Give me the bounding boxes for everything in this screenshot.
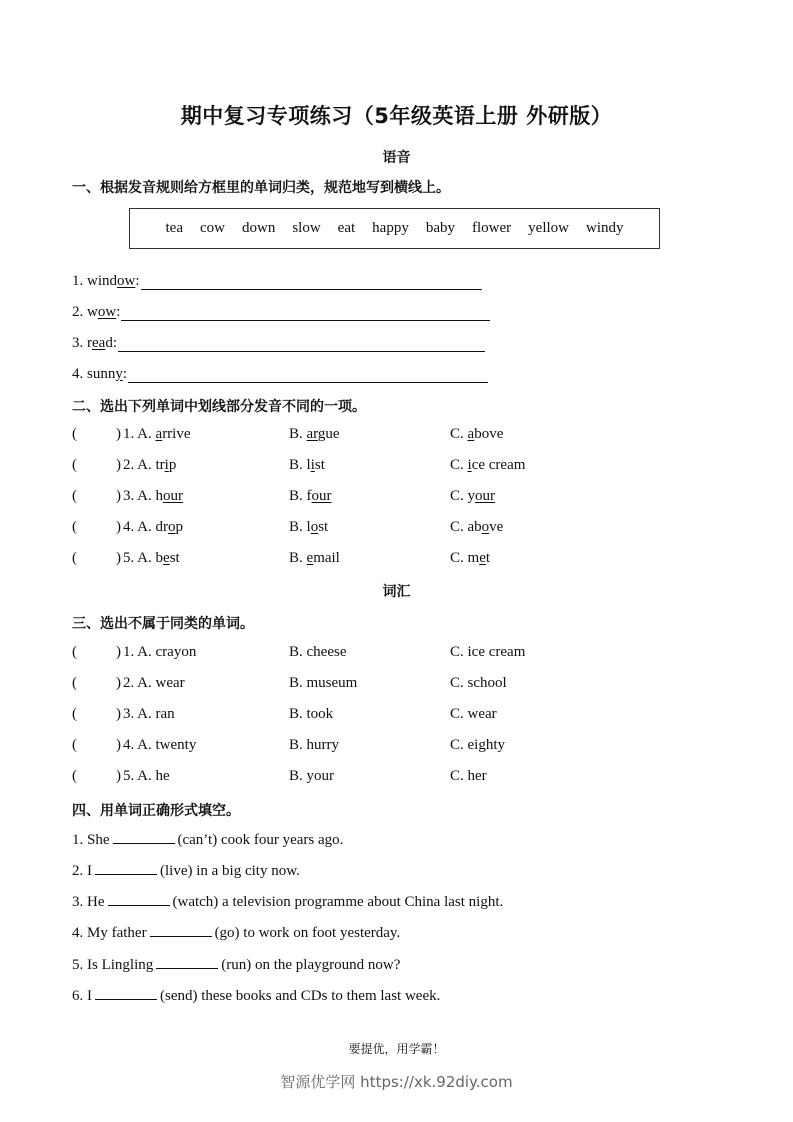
option-b: B. museum (289, 675, 358, 691)
answer-paren[interactable]: ( (72, 426, 77, 442)
word: flower (472, 220, 512, 236)
option-c: C. ice cream (450, 644, 526, 660)
q2-row (72, 550, 732, 570)
option-c: C. wear (450, 706, 497, 722)
q2-row (72, 519, 732, 539)
answer-paren-close: ) (116, 768, 121, 784)
option-c: C. school (450, 675, 507, 691)
q3-row (72, 675, 732, 695)
item-prefix: 2. w (72, 304, 98, 320)
q3-heading: 三、选出不属于同类的单词。 (72, 616, 254, 632)
item-suffix: : (116, 304, 121, 320)
answer-line[interactable] (141, 275, 482, 290)
q4-item (72, 956, 400, 974)
option-c: C. above (450, 426, 504, 442)
answer-paren-close: ) (116, 519, 121, 535)
word: slow (292, 220, 321, 236)
option-c: C. her (450, 768, 487, 784)
sentence-start: 5. Is Lingling (72, 957, 154, 973)
word: baby (425, 220, 455, 236)
q4-item (72, 987, 440, 1005)
answer-paren[interactable]: ( (72, 457, 77, 473)
option-b: B. lost (289, 519, 329, 535)
q1-item (72, 363, 488, 383)
sentence-start: 3. He (72, 894, 105, 910)
q1-item (72, 270, 482, 290)
option-a: 4. A. twenty (123, 737, 197, 753)
answer-paren-close: ) (116, 675, 121, 691)
answer-paren[interactable]: ( (72, 706, 77, 722)
item-underlined: y (115, 366, 123, 382)
q1-heading: 一、根据发音规则给方框里的单词归类，规范地写到横线上。 (72, 180, 450, 196)
option-a: 1. A. arrive (123, 426, 191, 442)
q1-item (72, 332, 485, 352)
sentence-start: 4. My father (72, 925, 147, 941)
q2-row (72, 426, 732, 446)
option-b: B. took (289, 706, 334, 722)
word: happy (372, 220, 409, 236)
q3-row (72, 737, 732, 757)
item-prefix: 4. sunn (72, 366, 116, 382)
q4-heading: 四、用单词正确形式填空。 (72, 803, 240, 819)
sentence-end: (run) on the playground now? (221, 957, 401, 973)
section-pronunciation: 语音 (382, 150, 411, 166)
answer-blank[interactable] (108, 893, 170, 906)
word: down (241, 220, 276, 236)
item-underlined: ow (97, 304, 117, 320)
word: eat (337, 220, 356, 236)
option-b: B. hurry (289, 737, 339, 753)
option-a: 3. A. hour (123, 488, 184, 504)
option-a: 3. A. ran (123, 706, 175, 722)
option-c: C. ice cream (450, 457, 526, 473)
q1-item (72, 301, 490, 321)
answer-paren[interactable]: ( (72, 737, 77, 753)
answer-paren[interactable]: ( (72, 768, 77, 784)
option-a: 5. A. best (123, 550, 180, 566)
q4-item (72, 862, 300, 880)
q3-row (72, 644, 732, 664)
answer-paren[interactable]: ( (72, 519, 77, 535)
q4-item (72, 924, 400, 942)
sentence-end: (send) these books and CDs to them last week. (160, 988, 441, 1004)
answer-paren-close: ) (116, 426, 121, 442)
option-b: B. your (289, 768, 334, 784)
answer-paren-close: ) (116, 550, 121, 566)
word: windy (585, 220, 624, 236)
answer-paren[interactable]: ( (72, 675, 77, 691)
item-suffix: : (122, 366, 128, 382)
option-a: 2. A. wear (123, 675, 185, 691)
option-c: C. eighty (450, 737, 505, 753)
item-underlined: ow (117, 273, 136, 289)
option-b: B. cheese (289, 644, 347, 660)
sentence-end: (watch) a television programme about China last night. (172, 894, 504, 910)
word: tea (165, 220, 183, 236)
answer-paren-close: ) (116, 644, 121, 660)
option-b: B. four (289, 488, 332, 504)
word: cow (199, 220, 225, 236)
q2-row (72, 457, 732, 477)
answer-line[interactable] (121, 306, 490, 321)
q4-item (72, 893, 503, 911)
answer-blank[interactable] (95, 987, 157, 1000)
answer-blank[interactable] (156, 956, 218, 969)
word-box (129, 208, 660, 249)
sentence-start: 2. I (72, 863, 92, 879)
option-c: C. met (450, 550, 491, 566)
answer-paren-close: ) (116, 706, 121, 722)
watermark: 智源优学网 https://xk.92diy.com (280, 1073, 513, 1091)
sentence-end: (live) in a big city now. (160, 863, 300, 879)
q3-row (72, 706, 732, 726)
item-prefix: 1. wind (72, 273, 117, 289)
page-title: 期中复习专项练习（5年级英语上册 外研版） (180, 104, 613, 128)
option-a: 5. A. he (123, 768, 170, 784)
answer-paren-close: ) (116, 737, 121, 753)
item-underlined: ea (92, 335, 106, 351)
option-c: C. above (450, 519, 504, 535)
q2-row (72, 488, 732, 508)
item-prefix: 3. r (72, 335, 92, 351)
item-suffix: : (135, 273, 140, 289)
page-footer: 要提优，用学霸！ (348, 1042, 445, 1056)
answer-paren[interactable]: ( (72, 488, 77, 504)
option-b: B. argue (289, 426, 340, 442)
sentence-start: 1. She (72, 832, 110, 848)
option-c: C. your (450, 488, 496, 504)
option-b: B. email (289, 550, 340, 566)
answer-line[interactable] (128, 368, 488, 383)
sentence-start: 6. I (72, 988, 92, 1004)
option-a: 4. A. drop (123, 519, 183, 535)
section-vocabulary: 词汇 (382, 584, 411, 600)
answer-paren-close: ) (116, 488, 121, 504)
answer-paren-close: ) (116, 457, 121, 473)
answer-paren[interactable]: ( (72, 644, 77, 660)
answer-blank[interactable] (95, 862, 157, 875)
item-suffix: d: (105, 335, 117, 351)
sentence-end: (go) to work on foot yesterday. (214, 925, 401, 941)
answer-blank[interactable] (113, 831, 175, 844)
answer-blank[interactable] (150, 924, 212, 937)
sentence-end: (can’t) cook four years ago. (177, 832, 344, 848)
word: yellow (528, 220, 569, 236)
option-a: 2. A. trip (123, 457, 177, 473)
option-a: 1. A. crayon (123, 644, 197, 660)
answer-line[interactable] (118, 337, 485, 352)
q2-heading: 二、选出下列单词中划线部分发音不同的一项。 (72, 399, 366, 415)
q3-row (72, 768, 732, 788)
q4-item (72, 831, 343, 849)
option-b: B. list (289, 457, 325, 473)
answer-paren[interactable]: ( (72, 550, 77, 566)
